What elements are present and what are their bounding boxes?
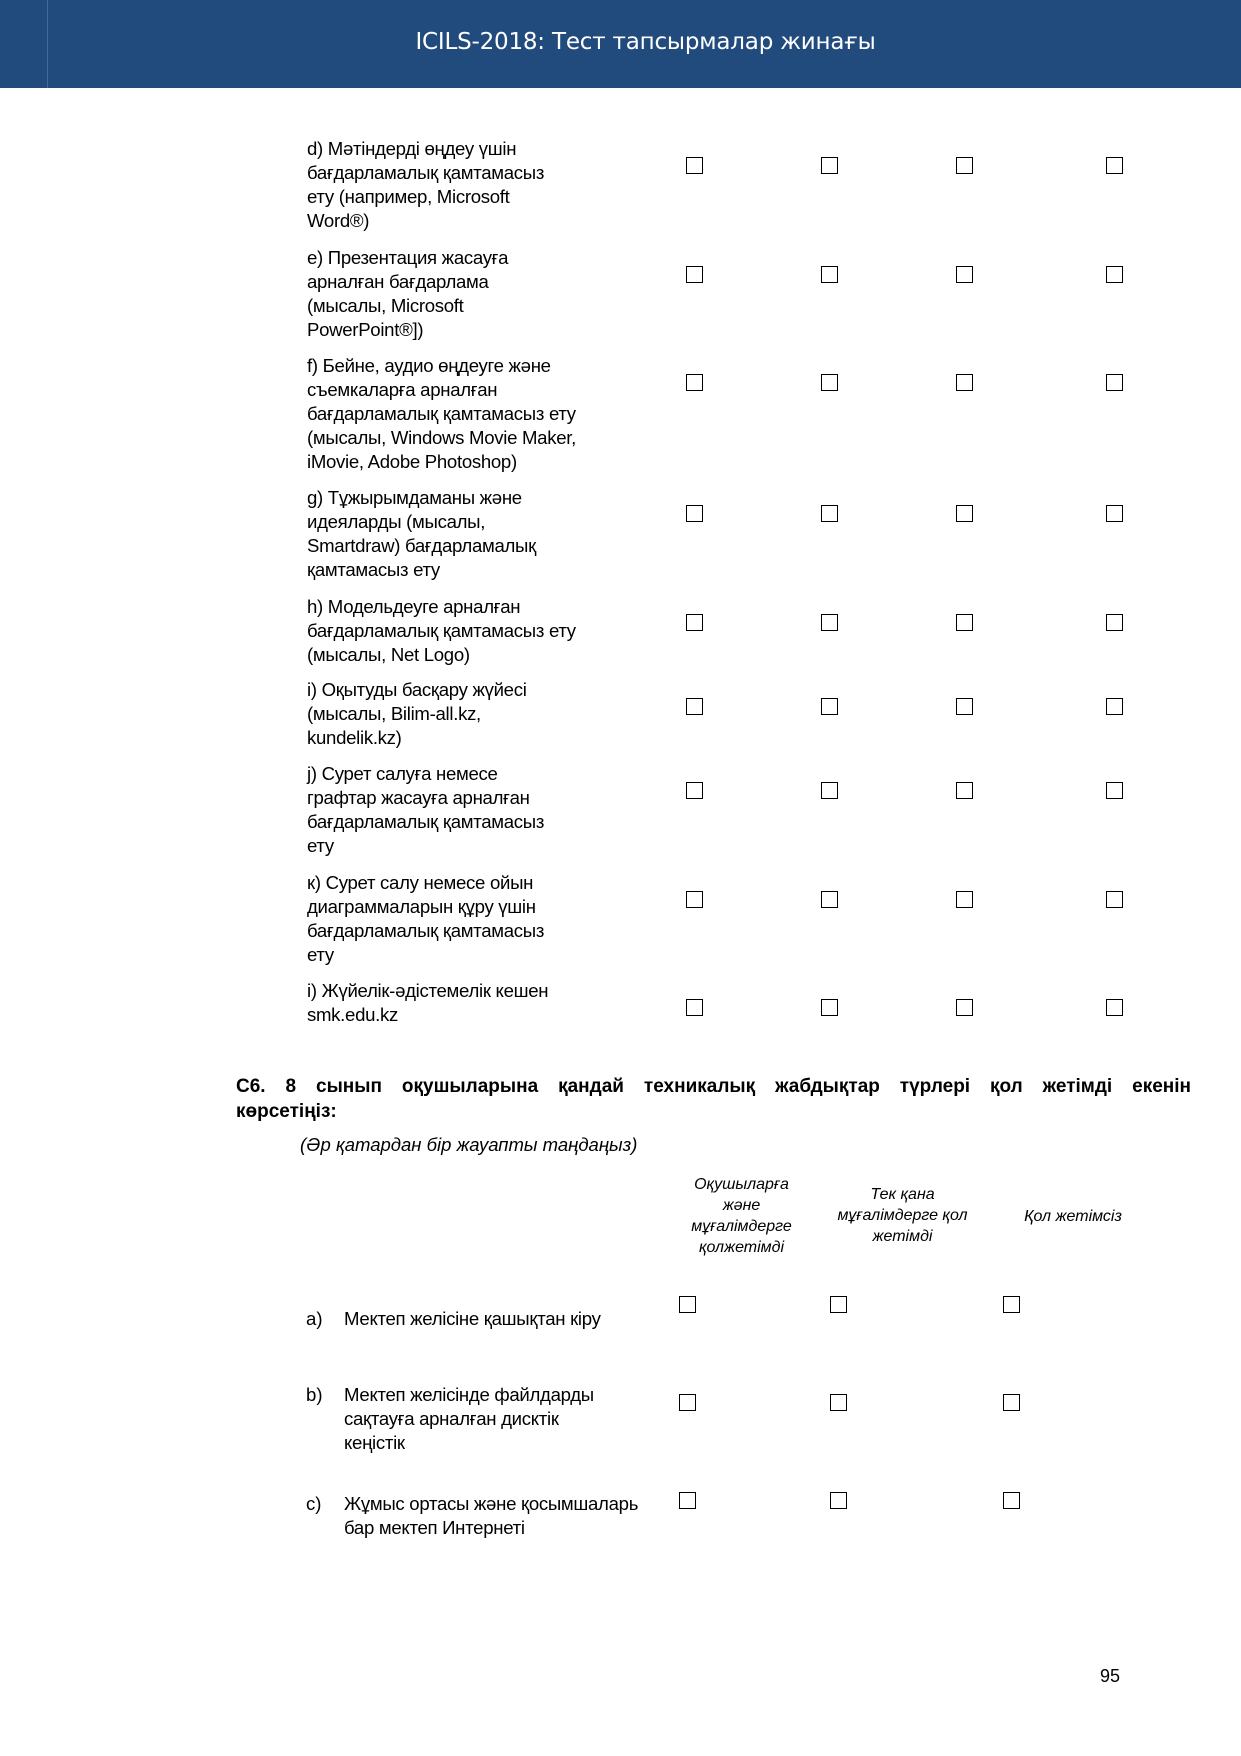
table-row-label [307,486,627,582]
label-line: (мысалы, Windows Movie Maker, [307,427,576,448]
column-header-line: мұғалімдерге қол [837,1207,968,1224]
answer-checkbox[interactable] [1003,1394,1020,1411]
label-line: к) Сурет салу немесе ойын [307,872,534,893]
answer-checkbox[interactable] [686,698,703,715]
label-line: h) Модельдеуге арналған [307,596,521,617]
label-line: ету [307,944,334,965]
label-line: i) Оқытуды басқару жүйесі [307,679,527,700]
label-line: iMovie, Adobe Photoshop) [307,451,517,472]
answer-checkbox[interactable] [821,157,838,174]
label-line: бағдарламалық қамтамасыз [307,920,545,941]
table-row-label [307,595,627,667]
label-line: PowerPoint®]) [307,319,424,340]
answer-checkbox[interactable] [956,505,973,522]
label-line: съемкаларға арналған [307,379,498,400]
label-line: Жұмыс ортасы және қосымшаларь [344,1493,639,1514]
label-line: бағдарламалық қамтамасыз [307,811,545,832]
answer-checkbox[interactable] [821,374,838,391]
answer-checkbox[interactable] [1106,782,1123,799]
column-header-line: жетімді [872,1228,933,1245]
answer-checkbox[interactable] [821,999,838,1016]
column-header [1003,1206,1143,1227]
c6-row-label [344,1492,669,1540]
answer-checkbox[interactable] [830,1394,847,1411]
label-line: идеяларды (мысалы, [307,511,486,532]
answer-checkbox[interactable] [686,157,703,174]
answer-checkbox[interactable] [821,698,838,715]
answer-checkbox[interactable] [679,1492,696,1509]
answer-checkbox[interactable] [679,1394,696,1411]
c6-row-label [344,1383,669,1455]
column-header-line: мұғалімдерге [691,1218,792,1235]
table-row-label [307,678,627,750]
label-line: арналған бағдарлама [307,271,489,292]
answer-checkbox[interactable] [830,1296,847,1313]
label-line: (мысалы, Bilim-all.kz, [307,703,481,724]
row-letter: b) [306,1384,323,1405]
answer-checkbox[interactable] [1003,1296,1020,1313]
answer-checkbox[interactable] [1106,891,1123,908]
label-line: ету [307,835,334,856]
table-row-label [307,354,627,474]
label-line: бағдарламалық қамтамасыз ету [307,620,576,641]
answer-instruction: (Әр қатардан бір жауапты таңдаңыз) [300,1134,638,1155]
answer-checkbox[interactable] [956,891,973,908]
answer-checkbox[interactable] [1106,374,1123,391]
answer-checkbox[interactable] [1003,1492,1020,1509]
answer-checkbox[interactable] [956,266,973,283]
answer-checkbox[interactable] [956,782,973,799]
answer-checkbox[interactable] [821,266,838,283]
answer-checkbox[interactable] [956,374,973,391]
label-line: smk.edu.kz [307,1004,399,1025]
column-header [820,1184,985,1247]
answer-checkbox[interactable] [956,698,973,715]
label-line: диаграммаларын құру үшін [307,896,536,917]
label-line: Мектеп желісінде файлдарды [344,1384,594,1405]
answer-checkbox[interactable] [686,374,703,391]
label-line: kundelik.kz) [307,727,402,748]
column-header-line: қолжетімді [698,1239,785,1256]
table-row-label [307,137,627,233]
label-line: сақтауға арналған дисктік [344,1408,559,1429]
answer-checkbox[interactable] [821,505,838,522]
column-header [669,1174,814,1258]
question-c6: С6. 8 сынып оқушыларына қандай техникалық жабдықтар түрлері қол жетімді екенін көрсетіңіз: [236,1076,1191,1122]
answer-checkbox[interactable] [956,614,973,631]
answer-checkbox[interactable] [686,782,703,799]
answer-checkbox[interactable] [1106,505,1123,522]
column-header-line: Тек қана [870,1186,935,1203]
column-header-line: Қол жетімсіз [1024,1208,1122,1225]
answer-checkbox[interactable] [686,266,703,283]
answer-checkbox[interactable] [821,782,838,799]
table-row-label [307,871,627,967]
row-letter: c) [306,1493,322,1514]
answer-checkbox[interactable] [956,157,973,174]
label-line: Smartdraw) бағдарламалық [307,535,536,556]
answer-checkbox[interactable] [686,999,703,1016]
label-line: Мектеп желісіне қашықтан кіру [344,1308,601,1329]
answer-checkbox[interactable] [1106,698,1123,715]
label-line: бағдарламалық қамтамасыз ету [307,403,576,424]
answer-checkbox[interactable] [686,614,703,631]
label-line: ету (например, Microsoft [307,186,510,207]
answer-checkbox[interactable] [1106,157,1123,174]
answer-checkbox[interactable] [686,505,703,522]
page-header [0,0,1241,88]
answer-checkbox[interactable] [821,614,838,631]
page-number: 95 [1100,1666,1121,1686]
label-line: бағдарламалық қамтамасыз [307,162,545,183]
answer-checkbox[interactable] [1106,614,1123,631]
label-line: g) Тұжырымдаманы және [307,487,522,508]
column-header-line: Оқушыларға [694,1176,789,1193]
label-line: j) Сурет салуға немесе [307,763,498,784]
header-title: ICILS-2018: Тест тапсырмалар жинағы [415,29,876,55]
label-line: (мысалы, Microsoft [307,295,464,316]
answer-checkbox[interactable] [1106,999,1123,1016]
row-letter: a) [306,1308,323,1329]
table-row-label [307,246,627,342]
label-line: d) Мәтіндерді өңдеу үшін [307,138,517,159]
label-line: графтар жасауға арналған [307,787,530,808]
column-header-line: және [722,1197,761,1214]
label-line: қамтамасыз ету [307,559,440,580]
label-line: кеңістік [344,1432,405,1453]
label-line: f) Бейне, аудио өңдеуге және [307,355,551,376]
table-row-label [307,762,627,858]
answer-checkbox[interactable] [1106,266,1123,283]
label-line: бар мектеп Интернеті [344,1517,525,1538]
label-line: (мысалы, Net Logo) [307,644,470,665]
answer-checkbox[interactable] [686,891,703,908]
label-line: Word®) [307,210,370,231]
answer-checkbox[interactable] [830,1492,847,1509]
label-line: i) Жүйелік-әдістемелік кешен [307,980,549,1001]
answer-checkbox[interactable] [956,999,973,1016]
label-line: e) Презентация жасауға [307,247,509,268]
table-row-label [307,979,627,1027]
answer-checkbox[interactable] [821,891,838,908]
answer-checkbox[interactable] [679,1296,696,1313]
c6-row-label [344,1307,669,1331]
